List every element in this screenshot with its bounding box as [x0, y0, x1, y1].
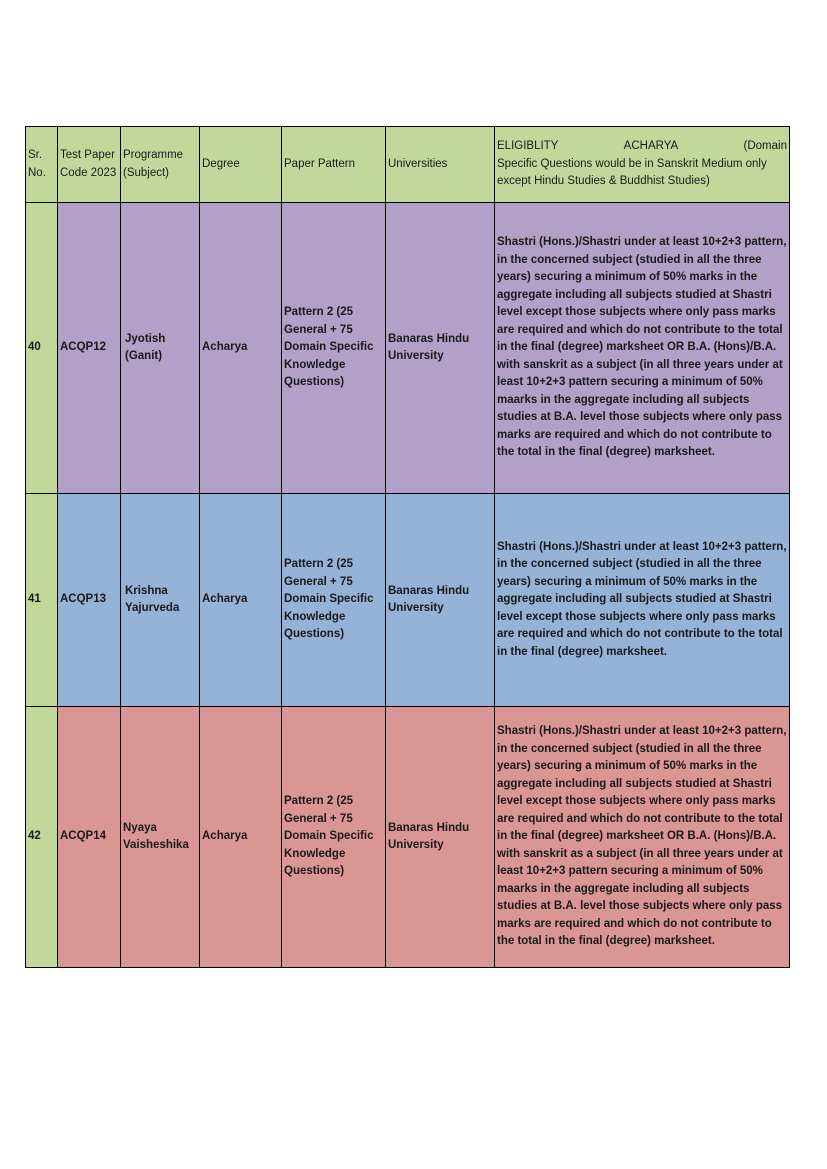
sr-no-cell: 40 [26, 203, 58, 494]
paper-pattern-cell: Pattern 2 (25 General + 75 Domain Specific Knowledge Questions) [282, 707, 386, 968]
university-cell: Banaras Hindu University [386, 494, 495, 707]
degree-cell: Acharya [200, 494, 282, 707]
university-cell: Banaras Hindu University [386, 203, 495, 494]
header-programme: Programme (Subject) [121, 127, 200, 203]
table-row [26, 203, 790, 494]
programme-text: Krishna Yajurveda [125, 584, 180, 614]
header-universities: Universities [386, 127, 495, 203]
header-row [26, 127, 790, 203]
test-paper-code-cell: ACQP12 [58, 203, 121, 494]
table-row [26, 707, 790, 968]
eligibility-heading-c: (Domain [743, 140, 787, 153]
header-degree: Degree [200, 127, 282, 203]
eligibility-heading-line [497, 138, 787, 156]
eligibility-heading-rest: Specific Questions would be in Sanskrit Medium only except Hindu Studies & Buddhist Studies) [497, 157, 767, 188]
eligibility-cell: Shastri (Hons.)/Shastri under at least 10+2+3 pattern, in the concerned subject (studied in all the three years) securing a minimum of 50% marks in the aggregate including all subjects studied at Shastri level except those subjects where only pass marks are required and which do not contribute to the total in the final (degree) marksheet. [495, 494, 790, 707]
eligibility-heading-a: ELIGIBLITY [497, 140, 559, 153]
table-row [26, 494, 790, 707]
programme-cell [121, 494, 200, 707]
university-cell: Banaras Hindu University [386, 707, 495, 968]
paper-pattern-cell: Pattern 2 (25 General + 75 Domain Specific Knowledge Questions) [282, 494, 386, 707]
test-paper-code-cell: ACQP14 [58, 707, 121, 968]
test-paper-code-cell: ACQP13 [58, 494, 121, 707]
header-sr-no: Sr. No. [26, 127, 58, 203]
paper-pattern-cell: Pattern 2 (25 General + 75 Domain Specific Knowledge Questions) [282, 203, 386, 494]
eligibility-table [25, 126, 790, 968]
programme-cell [121, 707, 200, 968]
degree-cell: Acharya [200, 707, 282, 968]
eligibility-heading-b: ACHARYA [623, 140, 679, 153]
programme-text: Jyotish (Ganit) [125, 332, 166, 362]
sr-no-cell: 41 [26, 494, 58, 707]
degree-cell: Acharya [200, 203, 282, 494]
programme-cell [121, 203, 200, 494]
header-paper-pattern: Paper Pattern [282, 127, 386, 203]
eligibility-cell: Shastri (Hons.)/Shastri under at least 10+2+3 pattern, in the concerned subject (studied in all the three years) securing a minimum of 50% marks in the aggregate including all subjects studied at Shastri level except those subjects where only pass marks are required and which do not contribute to the total in the final (degree) marksheet OR B.A. (Hons)/B.A. with sanskrit as a subject (in all three years under at least 10+2+3 pattern securing a minimum of 50% maarks in the aggregate including all subjects studies at B.A. level those subjects where only pass marks are required and which do not contribute to the total in the final (degree) marksheet. [495, 203, 790, 494]
header-eligibility [495, 127, 790, 203]
programme-text: Nyaya Vaisheshika [123, 821, 189, 851]
header-test-paper-code: Test Paper Code 2023 [58, 127, 121, 203]
sr-no-cell: 42 [26, 707, 58, 968]
eligibility-cell: Shastri (Hons.)/Shastri under at least 10+2+3 pattern, in the concerned subject (studied in all the three years) securing a minimum of 50% marks in the aggregate including all subjects studied at Shastri level except those subjects where only pass marks are required and which do not contribute to the total in the final (degree) marksheet OR B.A. (Hons)/B.A. with sanskrit as a subject (in all three years under at least 10+2+3 pattern securing a minimum of 50% maarks in the aggregate including all subjects studies at B.A. level those subjects where only pass marks are required and which do not contribute to the total in the final (degree) marksheet. [495, 707, 790, 968]
